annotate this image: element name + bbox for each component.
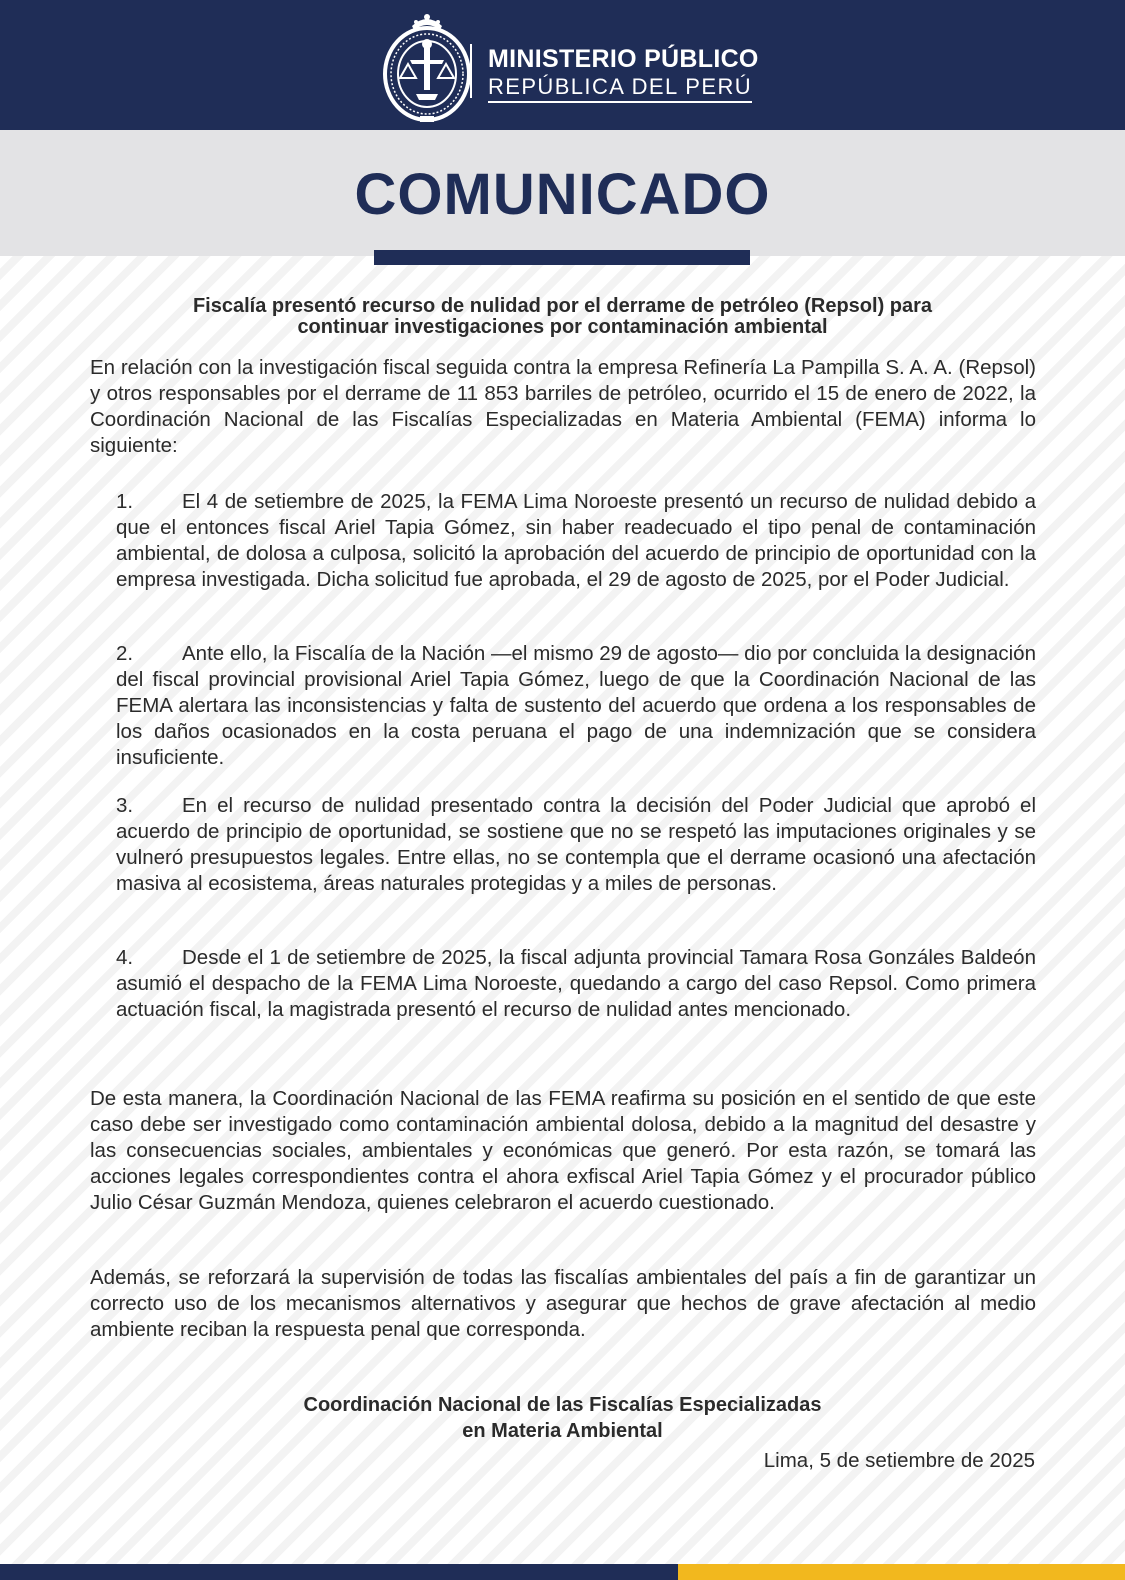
headline-line1: Fiscalía presentó recurso de nulidad por el derrame de petróleo (Repsol) para xyxy=(192,295,933,317)
ministerio-publico-seal-icon xyxy=(380,8,474,126)
list-item xyxy=(116,489,1036,593)
signature-line1: Coordinación Nacional de las Fiscalías Especializadas xyxy=(303,1394,822,1416)
org-name-line2: REPÚBLICA DEL PERÚ xyxy=(488,74,752,103)
headline-line2: continuar investigaciones por contaminación ambiental xyxy=(297,316,828,338)
header-bar xyxy=(0,0,1125,130)
signature-block xyxy=(90,1392,1035,1444)
list-item-number: 3. xyxy=(116,794,134,817)
header-divider xyxy=(470,44,472,98)
closing-paragraph-1: De esta manera, la Coordinación Nacional de las FEMA reafirma su posición en el sentido de que este caso debe ser investigado como contaminación ambiental dolosa, debido a la magnitud del desastre y las consecuencias sociales, ambientales y económicas que generó. Por esta razón, se tomará las acciones legales correspondientes contra el ahora exfiscal Ariel Tapia Gómez y el procurador público Julio César Guzmán Mendoza, quienes celebraron el acuerdo cuestionado. xyxy=(90,1087,1036,1214)
footer-bar-navy xyxy=(0,1564,678,1580)
intro-paragraph: En relación con la investigación fiscal seguida contra la empresa Refinería La Pampilla S. A. A. (Repsol) y otros responsables por el derrame de 11 853 barriles de petróleo, ocurrido el 15 de enero de 2022, la Coordinación Nacional de las Fiscalías Especializadas en Materia Ambiental (FEMA) informa lo siguiente: xyxy=(90,356,1036,457)
list-item xyxy=(116,641,1036,771)
document-date: Lima, 5 de setiembre de 2025 xyxy=(763,1449,1035,1472)
headline xyxy=(90,296,1035,338)
signature-line2: en Materia Ambiental xyxy=(462,1420,663,1442)
closing-paragraph-2: Además, se reforzará la supervisión de todas las fiscalías ambientales del país a fin de garantizar un correcto uso de los mecanismos alternativos y asegurar que hechos de grave afectación al medio ambiente reciban la respuesta penal que corresponda. xyxy=(90,1266,1036,1341)
list-item-text: En el recurso de nulidad presentado contra la decisión del Poder Judicial que aprobó el acuerdo de principio de oportunidad, se sostiene que no se respetó las imputaciones originales y se vulneró presupuestos legales. Entre ellas, no se contempla que el derrame ocasionó una afectación masiva al ecosistema, áreas naturales protegidas y a miles de personas. xyxy=(116,794,1036,895)
list-item-text: Desde el 1 de setiembre de 2025, la fiscal adjunta provincial Tamara Rosa Gonzáles Baldeón asumió el despacho de la FEMA Lima Noroeste, quedando a cargo del caso Repsol. Como primera actuación fiscal, la magistrada presentó el recurso de nulidad antes mencionado. xyxy=(116,946,1036,1021)
list-item-text: El 4 de setiembre de 2025, la FEMA Lima Noroeste presentó un recurso de nulidad debido a que el entonces fiscal Ariel Tapia Gómez, sin haber readecuado el tipo penal de contaminación ambiental, de dolosa a culposa, solicitó la aprobación del acuerdo de principio de oportunidad con la empresa investigada. Dicha solicitud fue aprobada, el 29 de agosto de 2025, por el Poder Judicial. xyxy=(116,490,1036,591)
list-item-number: 4. xyxy=(116,946,134,969)
org-name-line1: MINISTERIO PÚBLICO xyxy=(488,45,759,73)
page-title: COMUNICADO xyxy=(354,162,771,227)
organization-name xyxy=(488,44,759,103)
list-item-number: 1. xyxy=(116,490,134,513)
footer-bar-yellow xyxy=(678,1564,1125,1580)
list-item xyxy=(116,793,1036,897)
list-item-number: 2. xyxy=(116,642,134,665)
list-item-text: Ante ello, la Fiscalía de la Nación —el mismo 29 de agosto— dio por concluida la designación del fiscal provincial provisional Ariel Tapia Gómez, luego de que la Coordinación Nacional de las FEMA alertara las inconsistencias y falta de sustento del acuerdo que ordena a los responsables de los daños ocasionados en la costa peruana el pago de una indemnización que se considera insuficiente. xyxy=(116,642,1036,769)
title-underline xyxy=(374,250,750,265)
list-item xyxy=(116,945,1036,1023)
